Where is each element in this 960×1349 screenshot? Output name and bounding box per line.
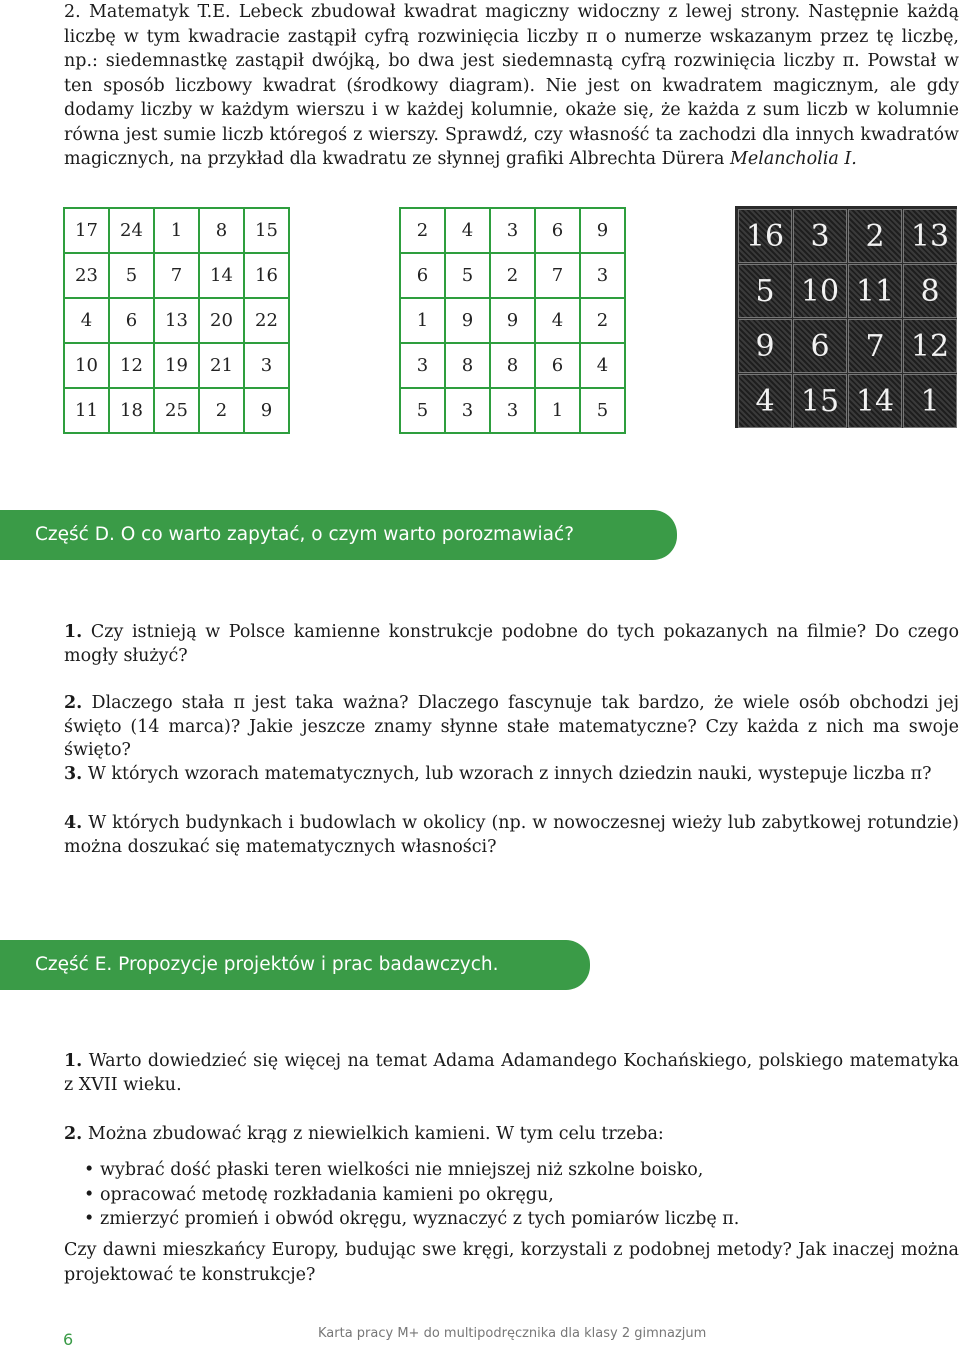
grid-cell: 24: [109, 208, 154, 253]
grid-cell: 3: [490, 208, 535, 253]
grid-row: [64, 388, 289, 433]
grid-cell: 1: [400, 298, 445, 343]
grid-cell: 4: [64, 298, 109, 343]
grid-cell: 21: [199, 343, 244, 388]
question-3: [64, 763, 959, 787]
grid-row: [64, 343, 289, 388]
grid-cell: 6: [535, 343, 580, 388]
grid-cell: 5: [109, 253, 154, 298]
grid-cell: 19: [154, 343, 199, 388]
grid-cell: 9: [580, 208, 625, 253]
durer-cell: 13: [903, 209, 957, 263]
durer-cell: 9: [738, 319, 792, 373]
grid-cell: 8: [490, 343, 535, 388]
section-d-title: Część D. O co warto zapytać, o czym warto porozmawiać?: [35, 524, 575, 545]
question-text: W których budynkach i budowlach w okolicy (np. w nowoczesnej wieży lub zabytkowej rotundzie) można doszukać się matematycznych własności?: [64, 813, 959, 857]
grid-cell: 17: [64, 208, 109, 253]
durer-cell: 6: [793, 319, 847, 373]
intro-text: Matematyk T.E. Lebeck zbudował kwadrat magiczny widoczny z lewej strony. Następnie każdą liczbę w tym kwadracie zastąpił cyfrą rozwinięcia liczby π o numerze wskazanym przez tę liczbę, np.: siedemnastkę zastąpił dwójką, bo dwa jest siedemnastą cyfrą rozwinięcia liczby π. Powstał w ten sposób liczbowy kwadrat (środkowy diagram). Nie jest on kwadratem magicznym, ale gdy dodamy liczby w każdym wierszu i w każdej kolumnie, okaże się, że każda z sum liczb w kolumnie równa jest sumie liczb któregoś z wierszy. Sprawdź, czy własność ta zachodzi dla innych kwadratów magicznych, na przykład dla kwadratu ze słynnej grafiki Albrechta Dürera: [64, 2, 959, 169]
grid-cell: 9: [490, 298, 535, 343]
grid-cell: 3: [490, 388, 535, 433]
project-number: 2.: [64, 1124, 83, 1144]
grid-cell: 9: [244, 388, 289, 433]
section-d-banner: [0, 510, 677, 560]
grid-cell: 4: [445, 208, 490, 253]
intro-number: 2.: [64, 2, 81, 22]
question-number: 1.: [64, 622, 83, 642]
list-item: • zmierzyć promień i obwód okręgu, wyznaczyć z tych pomiarów liczbę π.: [84, 1207, 739, 1232]
question-number: 3.: [64, 764, 83, 784]
grid-cell: 4: [535, 298, 580, 343]
list-item: • wybrać dość płaski teren wielkości nie mniejszej niż szkolne boisko,: [84, 1158, 739, 1183]
question-2: [64, 692, 959, 763]
question-text: W których wzorach matematycznych, lub wzorach z innych dziedzin nauki, wystepuje liczba π?: [82, 764, 932, 784]
grid-cell: 3: [445, 388, 490, 433]
grid-row: [64, 298, 289, 343]
section-e-banner: [0, 940, 590, 990]
grid-cell: 23: [64, 253, 109, 298]
grid-cell: 13: [154, 298, 199, 343]
grid-cell: 25: [154, 388, 199, 433]
closing-question: [64, 1238, 959, 1287]
durer-square-image: [735, 206, 957, 428]
durer-cell: 3: [793, 209, 847, 263]
grid-row: [400, 253, 625, 298]
project-text: Warto dowiedzieć się więcej na temat Adama Adamandego Kochańskiego, polskiego matematyka z XVII wieku.: [64, 1051, 959, 1095]
grid-cell: 10: [64, 343, 109, 388]
grid-cell: 2: [199, 388, 244, 433]
grid-cell: 8: [445, 343, 490, 388]
grid-cell: 5: [400, 388, 445, 433]
project-item-1: [64, 1050, 959, 1097]
durer-cell: 1: [903, 374, 957, 428]
question-text: Dlaczego stała π jest taka ważna? Dlaczego fascynuje tak bardzo, że wiele osób obchodzi jej święto (14 marca)? Jakie jeszcze znamy słynne stałe matematyczne? Czy każda z nich ma swoje święto?: [64, 693, 959, 760]
question-number: 2.: [64, 693, 83, 713]
grid-cell: 1: [535, 388, 580, 433]
intro-paragraph: [64, 0, 959, 172]
grid-cell: 12: [109, 343, 154, 388]
grid-cell: 2: [400, 208, 445, 253]
durer-cell: 2: [848, 209, 902, 263]
grid-row: [400, 388, 625, 433]
durer-cell: 10: [793, 264, 847, 318]
grid-row: [400, 343, 625, 388]
durer-cell: 14: [848, 374, 902, 428]
grid-cell: 3: [580, 253, 625, 298]
magic-square: [63, 207, 290, 434]
project-steps-list: [84, 1158, 739, 1232]
durer-cell: 7: [848, 319, 902, 373]
footer-caption: Karta pracy M+ do multipodręcznika dla klasy 2 gimnazjum: [318, 1326, 707, 1341]
durer-cell: 16: [738, 209, 792, 263]
list-item: • opracować metodę rozkładania kamieni po okręgu,: [84, 1183, 739, 1208]
grid-row: [64, 253, 289, 298]
grid-cell: 6: [400, 253, 445, 298]
grid-cell: 2: [490, 253, 535, 298]
grid-cell: 3: [244, 343, 289, 388]
intro-italic: Melancholia I.: [729, 149, 857, 169]
page-number: 6: [63, 1330, 74, 1349]
grid-cell: 4: [580, 343, 625, 388]
closing-text: Czy dawni mieszkańcy Europy, budując swe kręgi, korzystali z podobnej metody? Jak inaczej można projektować te konstrukcje?: [64, 1240, 959, 1285]
grid-row: [400, 298, 625, 343]
durer-cell: 8: [903, 264, 957, 318]
grid-cell: 5: [580, 388, 625, 433]
durer-cell: 15: [793, 374, 847, 428]
durer-cell: 5: [738, 264, 792, 318]
durer-cell: 12: [903, 319, 957, 373]
grid-cell: 1: [154, 208, 199, 253]
grid-cell: 20: [199, 298, 244, 343]
grid-cell: 11: [64, 388, 109, 433]
grid-cell: 3: [400, 343, 445, 388]
grid-cell: 7: [535, 253, 580, 298]
pi-square: [399, 207, 626, 434]
grid-cell: 8: [199, 208, 244, 253]
project-text: Można zbudować krąg z niewielkich kamieni. W tym celu trzeba:: [82, 1124, 664, 1144]
question-1: [64, 621, 959, 668]
durer-cell: 11: [848, 264, 902, 318]
grid-cell: 5: [445, 253, 490, 298]
project-number: 1.: [64, 1051, 83, 1071]
grid-cell: 18: [109, 388, 154, 433]
grid-cell: 16: [244, 253, 289, 298]
grid-cell: 15: [244, 208, 289, 253]
question-text: Czy istnieją w Polsce kamienne konstrukcje podobne do tych pokazanych na filmie? Do czego mogły służyć?: [64, 622, 959, 666]
grid-cell: 14: [199, 253, 244, 298]
grid-cell: 6: [109, 298, 154, 343]
grid-cell: 6: [535, 208, 580, 253]
question-number: 4.: [64, 813, 83, 833]
grid-cell: 9: [445, 298, 490, 343]
grid-cell: 7: [154, 253, 199, 298]
grid-cell: 2: [580, 298, 625, 343]
section-e-title: Część E. Propozycje projektów i prac badawczych.: [35, 954, 499, 975]
grid-row: [64, 208, 289, 253]
grid-row: [400, 208, 625, 253]
grid-cell: 22: [244, 298, 289, 343]
question-4: [64, 812, 959, 859]
project-item-2: [64, 1123, 959, 1147]
durer-cell: 4: [738, 374, 792, 428]
